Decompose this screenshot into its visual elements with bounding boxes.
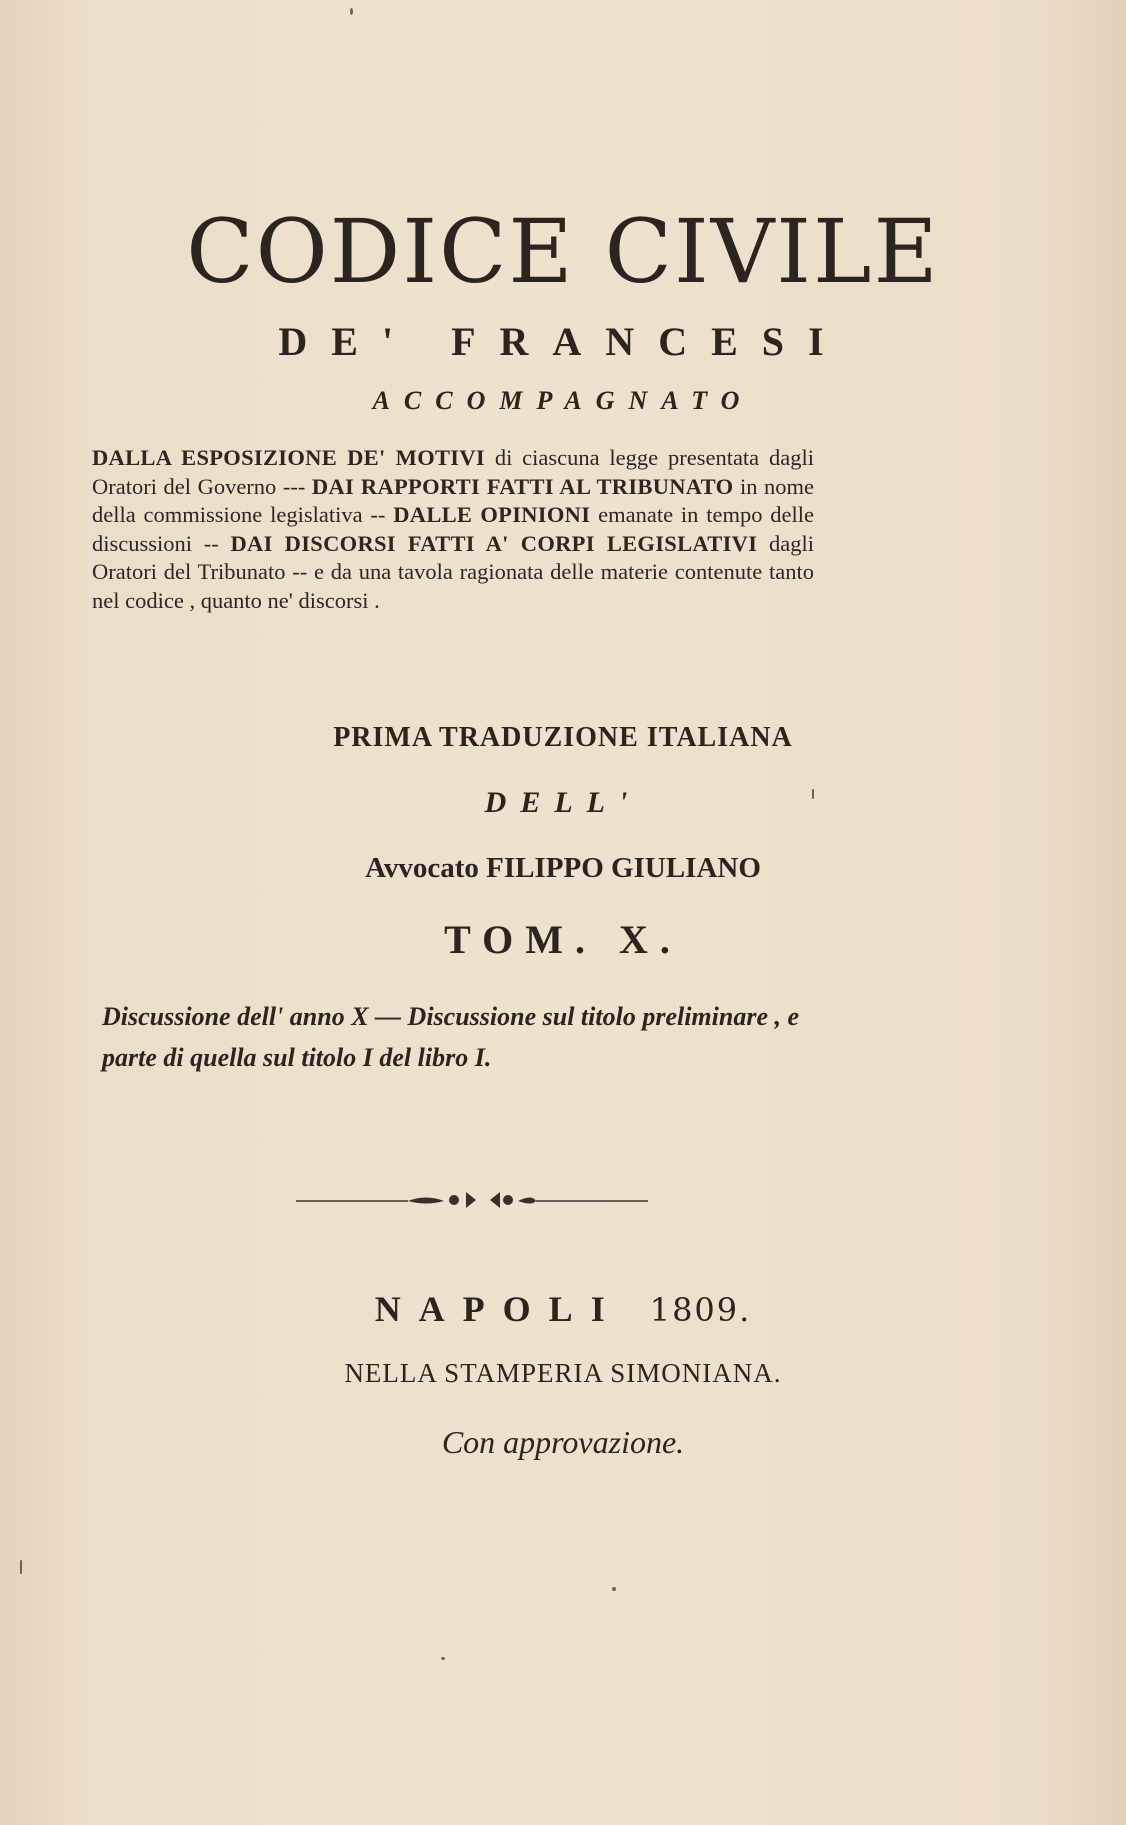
volume-line: TOM. X. (444, 917, 682, 962)
translation-line: PRIMA TRADUZIONE ITALIANA (333, 722, 793, 753)
book-subtitle: DE' FRANCESI (278, 319, 848, 364)
paper-speck (20, 1560, 22, 1574)
description-part: dagli Oratori del Tribunato -- e da una tavola ragionata delle materie contenute tanto nel codice , quanto ne' discorsi . (92, 530, 814, 613)
imprint-press: NELLA STAMPERIA SIMONIANA. (344, 1358, 782, 1388)
imprint-city-year (0, 1288, 1126, 1330)
description-part: DAI RAPPORTI FATTI AL TRIBUNATO (311, 473, 734, 499)
contents-note: Discussione dell' anno X — Discussione sul titolo preliminare , e parte di quella sul titolo I del libro I. (102, 1002, 800, 1072)
dell-line: DELL' (484, 786, 642, 819)
description-paragraph (92, 444, 814, 615)
paper-speck (812, 789, 814, 799)
description-part: di ciascuna legge presentata dagli Oratori del Governo --- (92, 445, 814, 499)
paper-speck (350, 8, 353, 15)
paper-speck (612, 1587, 616, 1591)
imprint-approval: Con approvazione. (441, 1424, 685, 1460)
description-part: DAI DISCORSI FATTI A' CORPI LEGISLATIVI (230, 530, 758, 556)
description-part: DALLA ESPOSIZIONE DE' MOTIVI (92, 445, 485, 470)
accompagnato-line: ACCOMPAGNATO (372, 386, 754, 415)
imprint-city: NAPOLI (374, 1289, 623, 1329)
description-part: emanate in tempo delle discussioni -- (92, 502, 814, 556)
author-line: Avvocato FILIPPO GIULIANO (365, 852, 761, 884)
book-title: CODICE CIVILE (186, 200, 940, 303)
paper-speck (441, 1657, 445, 1660)
description-part: DALLE OPINIONI (393, 502, 591, 527)
description-part: in nome della commissione legislativa -- (92, 473, 814, 527)
ornament-divider (296, 1184, 648, 1214)
imprint-year: 1809. (649, 1291, 752, 1329)
